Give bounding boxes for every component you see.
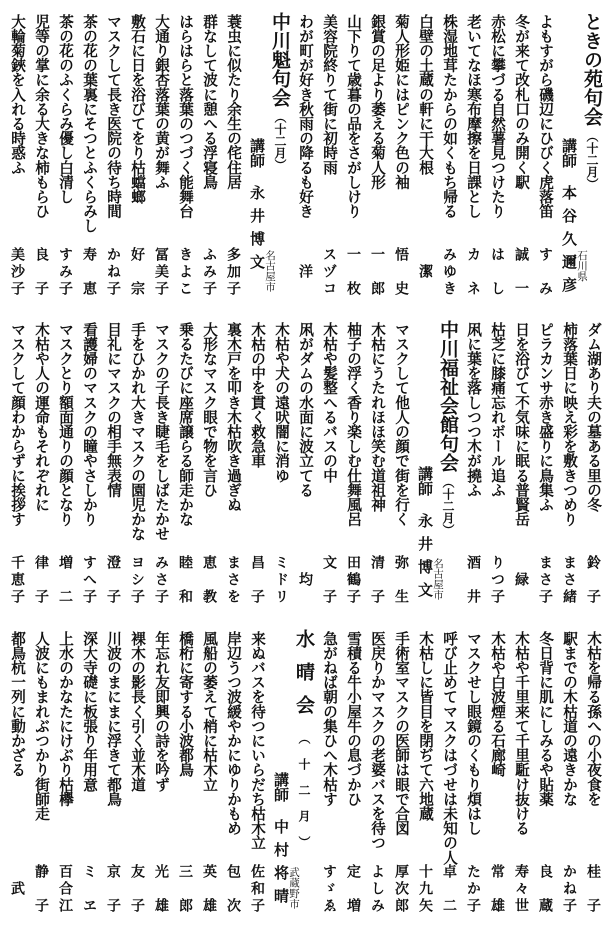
haiku-column: [510, 0, 532, 305]
haiku-author: 定増: [345, 864, 361, 912]
haiku-author: 田鶴子: [345, 555, 361, 603]
haiku-author: 良子: [33, 247, 49, 295]
haiku-text: 医戻りかマスクの老婆バスを待つ: [369, 631, 386, 850]
teacher-name: 中村将晴: [272, 819, 290, 911]
haiku-text: マスクの子長き睫毛をしばたかせ: [153, 322, 170, 541]
haiku-author: 武: [9, 881, 25, 895]
haiku-column: [510, 617, 532, 928]
haiku-author: 冨美子: [153, 247, 169, 295]
haiku-text: 枯芝に膝痛忘れボール追ふ: [489, 322, 506, 498]
haiku-author: 悟史: [393, 247, 409, 295]
haiku-column: [486, 617, 508, 928]
haiku-column: [462, 0, 484, 305]
haiku-column: [342, 308, 364, 615]
group-month: （十二月）: [297, 732, 311, 862]
haiku-text: 美容院終りて街に初時雨: [321, 14, 338, 175]
haiku-column: [30, 617, 52, 928]
haiku-author: すゞゑ: [321, 864, 337, 912]
haiku-text: 菊人形姫にはピンク色の袖: [393, 14, 410, 190]
haiku-column: [366, 617, 388, 928]
haiku-author: 潔: [417, 264, 433, 278]
haiku-author: 律子: [33, 555, 49, 603]
haiku-text: 木枯や髪整へるバスの中: [321, 322, 338, 483]
haiku-column: [150, 0, 172, 305]
haiku-author: 京子: [105, 864, 121, 912]
haiku-column: [582, 308, 604, 615]
haiku-text: 柿落葉日に映え彩を敷きつめり: [561, 322, 578, 527]
teacher-place: 石川県: [576, 250, 588, 282]
haiku-column: [102, 617, 124, 928]
haiku-column: [54, 0, 76, 305]
haiku-column: [246, 308, 268, 615]
haiku-author: 一枚: [345, 247, 361, 295]
haiku-author: 厚次郎: [393, 864, 409, 912]
haiku-column: [102, 0, 124, 305]
haiku-author: 千恵子: [9, 555, 25, 603]
haiku-text: 冬日背に肌にしみるや貼薬: [537, 631, 554, 807]
group-name: ときの苑句会: [581, 12, 603, 126]
haiku-author: 睦和: [177, 555, 193, 603]
haiku-column: [198, 0, 220, 305]
haiku-text: 株湿地茸たからの如くもち帰る: [441, 14, 458, 219]
haiku-text: 山下りて歳暮の品をさがしけり: [345, 14, 362, 219]
haiku-author: 昌子: [249, 555, 265, 603]
teacher-label: 講師: [272, 772, 290, 802]
haiku-author: 桂子: [585, 864, 601, 912]
haiku-author: 一郎: [369, 247, 385, 295]
haiku-author: 美沙子: [9, 247, 25, 295]
haiku-text: 柚子の浮く香り楽しむ仕舞風呂: [345, 322, 362, 527]
haiku-author: 光雄: [153, 864, 169, 912]
haiku-author: みさ子: [153, 555, 169, 603]
haiku-text: 看護婦のマスクの瞳やさしかり: [81, 322, 98, 527]
haiku-text: 大形なマスク眼で物を言ひ: [201, 322, 218, 498]
group-title: [292, 629, 316, 862]
haiku-text: 人波にもまれぶつかり街師走: [33, 631, 50, 821]
teacher-column: [270, 617, 300, 928]
haiku-column: [126, 617, 148, 928]
haiku-column: [6, 0, 28, 305]
group-name: 中川福祉会館句会: [437, 320, 459, 472]
haiku-text: わが町が好き秋雨の降るも好き: [297, 14, 314, 219]
teacher-name: 永井博文: [416, 513, 434, 605]
haiku-text: 大輪菊鋏を入れる時惑ふ: [9, 14, 26, 175]
haiku-column: [510, 308, 532, 615]
haiku-text: 川波のまにまに浮きて都鳥: [105, 631, 122, 807]
haiku-text: 凩に葉を落しつつ木が撓ふ: [465, 322, 482, 498]
haiku-column: [6, 617, 28, 928]
haiku-author: すみ: [537, 247, 553, 295]
haiku-author: ふみ子: [201, 247, 217, 295]
haiku-text: マスクして他人の顔で街を行く: [393, 322, 410, 527]
haiku-text: 都鳥杭一列に動かざる: [9, 631, 26, 777]
haiku-column: [222, 617, 244, 928]
haiku-author: 澄子: [105, 555, 121, 603]
haiku-text: マスクせし眼鏡のくもり煩はし: [465, 631, 482, 836]
group-title: [268, 12, 292, 171]
haiku-text: ダム湖あり夫の墓ある里の冬: [585, 322, 602, 512]
haiku-text: 白壁の土蔵の軒に干大根: [417, 14, 434, 175]
haiku-author: よしみ: [369, 864, 385, 912]
haiku-column: [174, 617, 196, 928]
haiku-text: よもすがら磯辺にひびく虎落笛: [537, 14, 554, 219]
teacher-label: 講師: [248, 138, 266, 168]
teacher-place: 名古屋市: [432, 558, 444, 600]
haiku-author: すみ子: [57, 247, 73, 295]
haiku-column: [318, 308, 340, 615]
haiku-column: [78, 617, 100, 928]
haiku-text: 裸木の影長く引く並木道: [129, 631, 146, 792]
haiku-column: [438, 617, 460, 928]
haiku-column: [390, 0, 412, 305]
haiku-column: [150, 308, 172, 615]
haiku-author: 酒井: [465, 555, 481, 603]
haiku-column: [6, 308, 28, 615]
haiku-author: 包次: [225, 864, 241, 912]
haiku-text: 木枯や千里来て千里駈け抜ける: [513, 631, 530, 836]
haiku-author: 多加子: [225, 247, 241, 295]
haiku-column: [318, 617, 340, 928]
haiku-text: 冬が来て改札口のみ開く駅: [513, 14, 530, 190]
haiku-text: 凩がダムの水面に波立てる: [297, 322, 314, 498]
haiku-text: 銀賞の足より萎える菊人形: [369, 14, 386, 190]
haiku-column: [30, 308, 52, 615]
haiku-author: 弥生: [393, 555, 409, 603]
haiku-column: [390, 617, 412, 928]
haiku-text: 木枯しに皆目を閉ぢて六地蔵: [417, 631, 434, 821]
teacher-place: 名古屋市: [264, 250, 276, 292]
haiku-text: 木枯にうたれほほ笑む道祖神: [369, 322, 386, 512]
haiku-author: かね子: [561, 864, 577, 912]
haiku-column: [438, 0, 460, 305]
teacher-place: 武蔵野市: [288, 867, 300, 909]
haiku-column: [126, 308, 148, 615]
haiku-column: [342, 0, 364, 305]
haiku-band: [0, 0, 608, 305]
haiku-author: 三郎: [177, 864, 193, 912]
haiku-column: [486, 308, 508, 615]
haiku-column: [534, 0, 556, 305]
group-title: [580, 12, 604, 190]
haiku-text: 乗るたびに座席譲らる師走かな: [177, 322, 194, 527]
haiku-author: 寿々世: [513, 864, 529, 912]
haiku-text: 目礼にマスクの相手無表情: [105, 322, 122, 498]
haiku-band: [0, 308, 608, 615]
haiku-text: 裏木戸を叩き木枯吹き過ぎぬ: [225, 322, 242, 512]
haiku-author: ヨシ子: [129, 555, 145, 603]
haiku-text: 風船の萎えて梢に枯木立: [201, 631, 218, 792]
haiku-author: 友子: [129, 864, 145, 912]
haiku-column: [366, 0, 388, 305]
teacher-name: 本谷久邇彦: [560, 185, 578, 300]
haiku-column: [198, 308, 220, 615]
haiku-author: スヅコ: [321, 247, 337, 295]
group-title: [436, 320, 460, 536]
haiku-column: [222, 0, 244, 305]
haiku-text: 駅までの木枯道の遠きかな: [561, 631, 578, 807]
haiku-column: [30, 0, 52, 305]
haiku-author: まさを: [225, 555, 241, 603]
haiku-text: マスクして顔わからずに挨拶す: [9, 322, 26, 527]
haiku-text: 深大寺礎に板張り年用意: [81, 631, 98, 792]
haiku-author: 恵教: [201, 555, 217, 603]
haiku-text: マスクとり額面通りの顔となり: [57, 322, 74, 527]
haiku-text: 老いてなほ寒布摩擦を日課とし: [465, 14, 482, 219]
haiku-author: きよこ: [177, 247, 193, 295]
haiku-text: 赤松に攀づる自然薯見つけたり: [489, 14, 506, 219]
haiku-band: [0, 617, 608, 928]
haiku-author: まさ子: [537, 555, 553, 603]
haiku-column: [366, 308, 388, 615]
haiku-text: 木枯を帰る孫への小夜食を: [585, 631, 602, 807]
haiku-column: [294, 0, 316, 305]
haiku-column: [198, 617, 220, 928]
haiku-text: 木枯の中を貫く救急車: [249, 322, 266, 468]
haiku-text: 岸辺うつ波緩やかにゆりかもめ: [225, 631, 242, 836]
haiku-column: [534, 617, 556, 928]
teacher-name: 永井博文: [248, 185, 266, 277]
haiku-column: [294, 308, 316, 615]
haiku-author: 英雄: [201, 864, 217, 912]
haiku-text: マスクして長き医院の待ち時間: [105, 14, 122, 219]
haiku-column: [54, 308, 76, 615]
haiku-author: 卓二: [441, 864, 457, 912]
haiku-text: 木枯や人の運命もそれぞれに: [33, 322, 50, 512]
haiku-column: [342, 617, 364, 928]
haiku-text: 手をひかれ大きマスクの園児かな: [129, 322, 146, 541]
group-month: （十二月）: [441, 476, 455, 536]
haiku-text: 木枯や白波煙る石廊崎: [489, 631, 506, 777]
haiku-author: 百合江: [57, 864, 73, 912]
haiku-author: 良蔵: [537, 864, 553, 912]
haiku-text: 来ぬバスを待つにいらだち枯木立: [249, 631, 266, 850]
haiku-column: [174, 308, 196, 615]
haiku-author: りつ子: [489, 555, 505, 603]
haiku-column: [246, 617, 268, 928]
haiku-column: [462, 617, 484, 928]
haiku-text: 児等の掌に余る大きな柿もらひ: [33, 14, 50, 219]
haiku-column: [222, 308, 244, 615]
haiku-column: [558, 617, 580, 928]
haiku-text: 敷石に日を浴びてをり枯蟷螂: [129, 14, 146, 204]
haiku-author: 増二: [57, 555, 73, 603]
haiku-author: 鈴子: [585, 555, 601, 603]
haiku-text: 呼び止めてマスクはづせは未知の人: [441, 631, 458, 865]
haiku-author: ミヱ: [81, 864, 97, 912]
haiku-author: カネ: [465, 247, 481, 295]
haiku-author: みゆき: [441, 247, 457, 295]
haiku-text: 雪積る牛小屋牛の息づかひ: [345, 631, 362, 807]
teacher-column: [246, 0, 276, 305]
haiku-column: [270, 308, 292, 615]
haiku-text: はらはらと落葉のつづく能舞台: [177, 14, 194, 219]
haiku-text: 大通り銀杏落葉の黄が舞ふ: [153, 14, 170, 190]
haiku-column: [102, 308, 124, 615]
haiku-text: 日を浴びて不気味に眠る普賢岳: [513, 322, 530, 527]
haiku-column: [150, 617, 172, 928]
haiku-author: 清子: [369, 555, 385, 603]
haiku-column: [318, 0, 340, 305]
haiku-column: [558, 308, 580, 615]
haiku-text: 年忘れ友即興の詩を吟ず: [153, 631, 170, 792]
haiku-text: 急がねば朝の集ひへ木枯す: [321, 631, 338, 807]
haiku-author: 誠一: [513, 247, 529, 295]
haiku-author: 常雄: [489, 864, 505, 912]
haiku-column: [486, 0, 508, 305]
haiku-column: [462, 308, 484, 615]
haiku-author: 均: [297, 572, 313, 586]
haiku-column: [78, 308, 100, 615]
haiku-column: [174, 0, 196, 305]
haiku-author: 寿恵: [81, 247, 97, 295]
teacher-label: 講師: [560, 138, 578, 168]
group-name: 水晴会: [293, 629, 315, 728]
haiku-text: 群なして波に憩へる浮寝鳥: [201, 14, 218, 190]
group-name: 中川魁句会: [269, 12, 291, 107]
haiku-author: たか子: [465, 864, 481, 912]
group-month: （十二月）: [585, 130, 599, 190]
haiku-column: [54, 617, 76, 928]
haiku-column: [414, 0, 436, 305]
haiku-text: ピラカンサ赤き盛りに鳥集ふ: [537, 322, 554, 512]
haiku-author: まさ緒: [561, 555, 577, 603]
teacher-label: 講師: [416, 466, 434, 496]
haiku-author: 十九矢: [417, 864, 433, 912]
haiku-column: [582, 617, 604, 928]
haiku-column: [534, 308, 556, 615]
haiku-author: 静子: [33, 864, 49, 912]
haiku-text: 上水のかなたにけぶり枯欅: [57, 631, 74, 807]
haiku-author: すへ子: [81, 555, 97, 603]
group-month: （十二月）: [273, 111, 287, 171]
teacher-column: [558, 0, 588, 305]
haiku-author: 洋: [297, 264, 313, 278]
haiku-text: 茶の花の葉裏にそつとふくらみし: [81, 14, 98, 233]
haiku-column: [390, 308, 412, 615]
teacher-column: [414, 308, 444, 615]
haiku-author: 緑: [513, 572, 529, 586]
haiku-author: はし: [489, 247, 505, 295]
haiku-column: [126, 0, 148, 305]
haiku-text: 手術室マスクの医師は眼で合図: [393, 631, 410, 836]
haiku-author: ミドリ: [273, 555, 289, 603]
haiku-author: 佐和子: [249, 864, 265, 912]
haiku-author: かね子: [105, 247, 121, 295]
haiku-author: 好宗: [129, 247, 145, 295]
haiku-column: [414, 617, 436, 928]
haiku-text: 茶の花のふくらみ優し白清し: [57, 14, 74, 204]
haiku-text: 橋桁に寄する小波都鳥: [177, 631, 194, 777]
haiku-column: [78, 0, 100, 305]
haiku-text: 木枯や犬の遠吠闇に消ゆ: [273, 322, 290, 483]
haiku-author: 文子: [321, 555, 337, 603]
haiku-text: 蓑虫に似たり余生の侘住居: [225, 14, 242, 190]
